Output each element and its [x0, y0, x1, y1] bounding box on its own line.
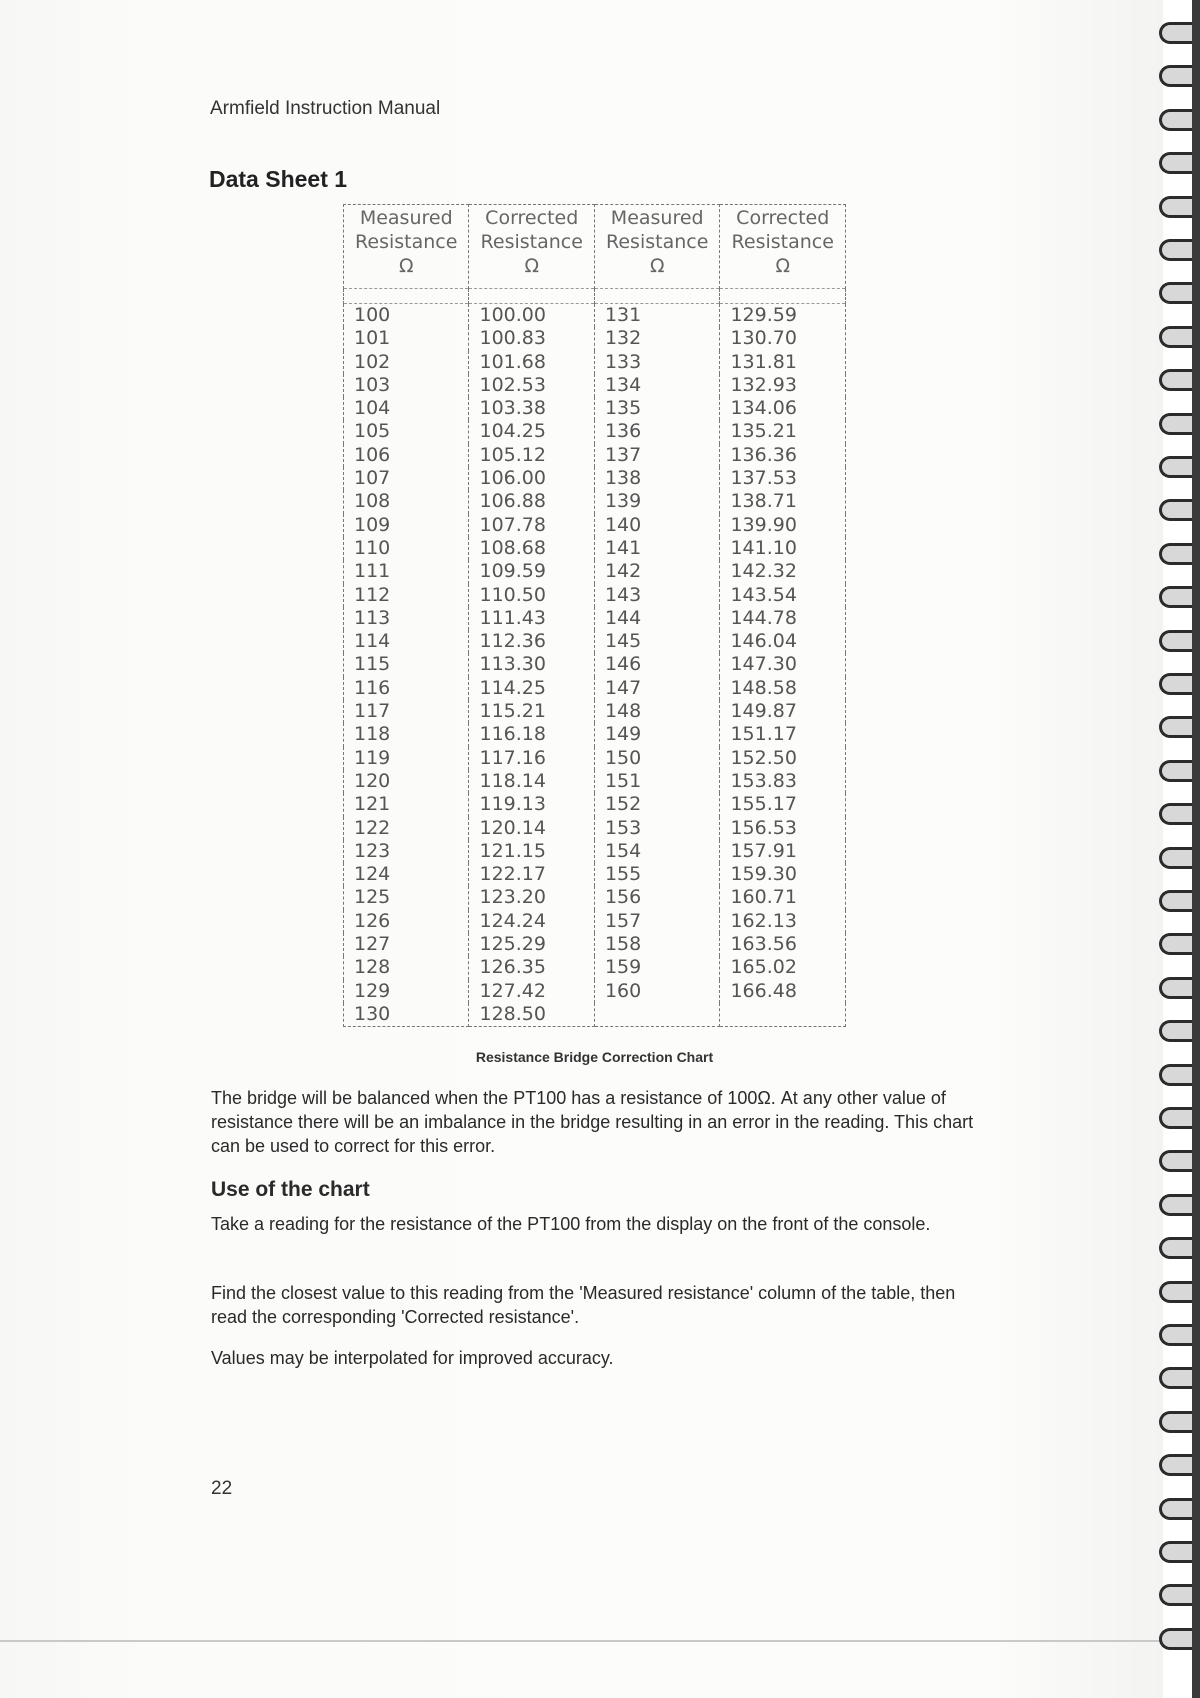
table-cell: 153.83	[720, 770, 846, 793]
table-cell: 156	[594, 886, 719, 909]
table-cell: 126	[344, 910, 469, 933]
table-cell: 137.53	[720, 467, 846, 490]
table-row	[344, 723, 846, 746]
table-cell: 116.18	[469, 723, 594, 746]
table-row	[344, 840, 846, 863]
table-cell: 141	[594, 537, 719, 560]
table-row	[344, 374, 846, 397]
table-row	[344, 397, 846, 420]
table-cell: 130.70	[720, 327, 846, 350]
table-cell: 121.15	[469, 840, 594, 863]
table-cell: 123	[344, 840, 469, 863]
table-cell: 129	[344, 980, 469, 1003]
table-cell: 135	[594, 397, 719, 420]
table-row	[344, 1003, 846, 1027]
table-cell: 125.29	[469, 933, 594, 956]
table-cell: 163.56	[720, 933, 846, 956]
table-cell: 148	[594, 700, 719, 723]
table-row	[344, 490, 846, 513]
table-body	[344, 304, 846, 1027]
table-cell: 153	[594, 817, 719, 840]
table-row	[344, 863, 846, 886]
table-cell: 142.32	[720, 560, 846, 583]
table-cell: 120.14	[469, 817, 594, 840]
table-cell: 148.58	[720, 677, 846, 700]
table-cell: 157.91	[720, 840, 846, 863]
table-cell: 111.43	[469, 607, 594, 630]
header-corrected-resistance-2	[720, 205, 846, 289]
table-cell: 103.38	[469, 397, 594, 420]
table-cell: 105.12	[469, 444, 594, 467]
header-line: Resistance	[606, 231, 709, 253]
running-header: Armfield Instruction Manual	[210, 98, 441, 119]
table-cell: 137	[594, 444, 719, 467]
table-cell: 129.59	[720, 304, 846, 328]
table-cell: 136.36	[720, 444, 846, 467]
header-line: Resistance	[731, 231, 834, 253]
table-row	[344, 420, 846, 443]
table-cell: 112	[344, 584, 469, 607]
table-cell: 162.13	[720, 910, 846, 933]
table-cell: 134	[594, 374, 719, 397]
table-cell: 122.17	[469, 863, 594, 886]
table-cell: 124.24	[469, 910, 594, 933]
table-row	[344, 910, 846, 933]
page-bottom-edge	[0, 1640, 1163, 1642]
table-cell	[720, 1003, 846, 1027]
header-unit: Ω	[398, 255, 414, 277]
table-cell: 132	[594, 327, 719, 350]
table-row	[344, 770, 846, 793]
table-cell: 127.42	[469, 980, 594, 1003]
table-cell: 115	[344, 653, 469, 676]
table-cell: 159	[594, 956, 719, 979]
table-row	[344, 980, 846, 1003]
table-cell: 140	[594, 514, 719, 537]
table-cell: 133	[594, 351, 719, 374]
table-row	[344, 514, 846, 537]
table-cell: 147	[594, 677, 719, 700]
table-cell: 159.30	[720, 863, 846, 886]
table-header-spacer	[344, 289, 846, 304]
table-row	[344, 560, 846, 583]
table-cell: 142	[594, 560, 719, 583]
table-cell: 134.06	[720, 397, 846, 420]
table-cell: 100.83	[469, 327, 594, 350]
table-cell: 143	[594, 584, 719, 607]
table-cell: 165.02	[720, 956, 846, 979]
header-line: Corrected	[485, 207, 579, 229]
table-cell: 150	[594, 747, 719, 770]
table-cell: 160	[594, 980, 719, 1003]
table-row	[344, 956, 846, 979]
table-row	[344, 351, 846, 374]
table-cell: 155	[594, 863, 719, 886]
table-cell: 152	[594, 793, 719, 816]
table-cell: 155.17	[720, 793, 846, 816]
table-row	[344, 677, 846, 700]
table-cell: 120	[344, 770, 469, 793]
header-measured-resistance-1	[344, 205, 469, 289]
table-cell: 143.54	[720, 584, 846, 607]
table-cell: 114	[344, 630, 469, 653]
binding-edge	[1192, 0, 1200, 1698]
intro-paragraph: The bridge will be balanced when the PT100 has a resistance of 100Ω. At any other value of resistance there will be an imbalance in the bridge resulting in an error in the reading. This chart can be used to correct for this error.	[211, 1088, 974, 1156]
table-row	[344, 886, 846, 909]
table-cell: 154	[594, 840, 719, 863]
table-cell: 157	[594, 910, 719, 933]
table-row	[344, 817, 846, 840]
table-cell: 103	[344, 374, 469, 397]
table-cell: 138.71	[720, 490, 846, 513]
table-row	[344, 304, 846, 328]
page-number: 22	[211, 1478, 233, 1499]
table-row	[344, 653, 846, 676]
table-cell: 152.50	[720, 747, 846, 770]
table-cell: 106	[344, 444, 469, 467]
table-cell: 156.53	[720, 817, 846, 840]
header-line: Corrected	[736, 207, 830, 229]
table-row	[344, 467, 846, 490]
table-cell: 109	[344, 514, 469, 537]
table-cell: 115.21	[469, 700, 594, 723]
table-cell: 100	[344, 304, 469, 328]
table-row	[344, 747, 846, 770]
header-line: Resistance	[480, 231, 583, 253]
table-cell: 146	[594, 653, 719, 676]
table-cell: 106.00	[469, 467, 594, 490]
table-cell	[594, 1003, 719, 1027]
table-header-row	[344, 205, 846, 289]
table-cell: 146.04	[720, 630, 846, 653]
table-cell: 123.20	[469, 886, 594, 909]
table-cell: 104.25	[469, 420, 594, 443]
table-cell: 149.87	[720, 700, 846, 723]
table-cell: 144	[594, 607, 719, 630]
table-row	[344, 793, 846, 816]
table-cell: 127	[344, 933, 469, 956]
header-measured-resistance-2	[594, 205, 719, 289]
section-title: Use of the chart	[211, 1178, 370, 1201]
header-line: Measured	[610, 207, 704, 229]
table-cell: 160.71	[720, 886, 846, 909]
header-unit: Ω	[649, 255, 665, 277]
table-cell: 113.30	[469, 653, 594, 676]
table-cell: 122	[344, 817, 469, 840]
table-row	[344, 630, 846, 653]
table-cell: 135.21	[720, 420, 846, 443]
table-caption: Resistance Bridge Correction Chart	[475, 1049, 714, 1065]
header-line: Resistance	[355, 231, 458, 253]
table-cell: 139	[594, 490, 719, 513]
table-cell: 102	[344, 351, 469, 374]
table-cell: 107	[344, 467, 469, 490]
table-cell: 101	[344, 327, 469, 350]
correction-table-container	[343, 204, 846, 1027]
table-cell: 116	[344, 677, 469, 700]
table-cell: 119.13	[469, 793, 594, 816]
table-cell: 128	[344, 956, 469, 979]
table-cell: 118.14	[469, 770, 594, 793]
instruction-paragraph-1: Take a reading for the resistance of the PT100 from the display on the front of the console.	[211, 1214, 931, 1234]
table-cell: 112.36	[469, 630, 594, 653]
instruction-paragraph-2: Find the closest value to this reading from the 'Measured resistance' column of the table, then read the corresponding 'Corrected resistance'.	[211, 1283, 956, 1327]
table-cell: 106.88	[469, 490, 594, 513]
sheet-title: Data Sheet 1	[209, 166, 348, 192]
table-cell: 131.81	[720, 351, 846, 374]
table-row	[344, 607, 846, 630]
table-cell: 128.50	[469, 1003, 594, 1027]
table-cell: 121	[344, 793, 469, 816]
table-row	[344, 700, 846, 723]
instruction-paragraph-3: Values may be interpolated for improved accuracy.	[211, 1348, 614, 1368]
table-cell: 125	[344, 886, 469, 909]
table-cell: 118	[344, 723, 469, 746]
table-cell: 114.25	[469, 677, 594, 700]
table-cell: 145	[594, 630, 719, 653]
correction-table	[343, 204, 846, 1027]
table-cell: 166.48	[720, 980, 846, 1003]
table-row	[344, 444, 846, 467]
header-unit: Ω	[524, 255, 539, 277]
table-cell: 111	[344, 560, 469, 583]
table-cell: 102.53	[469, 374, 594, 397]
table-cell: 147.30	[720, 653, 846, 676]
table-cell: 130	[344, 1003, 469, 1027]
table-cell: 136	[594, 420, 719, 443]
table-cell: 110.50	[469, 584, 594, 607]
table-cell: 144.78	[720, 607, 846, 630]
table-cell: 105	[344, 420, 469, 443]
table-cell: 101.68	[469, 351, 594, 374]
table-cell: 151	[594, 770, 719, 793]
table-cell: 108	[344, 490, 469, 513]
table-cell: 109.59	[469, 560, 594, 583]
table-cell: 100.00	[469, 304, 594, 328]
table-cell: 104	[344, 397, 469, 420]
table-cell: 158	[594, 933, 719, 956]
table-cell: 113	[344, 607, 469, 630]
table-row	[344, 327, 846, 350]
header-corrected-resistance-1	[469, 205, 594, 289]
table-cell: 149	[594, 723, 719, 746]
table-cell: 126.35	[469, 956, 594, 979]
table-cell: 117	[344, 700, 469, 723]
table-row	[344, 584, 846, 607]
table-cell: 131	[594, 304, 719, 328]
header-unit: Ω	[775, 255, 790, 277]
table-cell: 132.93	[720, 374, 846, 397]
table-row	[344, 933, 846, 956]
header-line: Measured	[359, 207, 453, 229]
table-cell: 141.10	[720, 537, 846, 560]
table-cell: 139.90	[720, 514, 846, 537]
table-cell: 151.17	[720, 723, 846, 746]
table-cell: 110	[344, 537, 469, 560]
table-cell: 117.16	[469, 747, 594, 770]
table-cell: 107.78	[469, 514, 594, 537]
table-row	[344, 537, 846, 560]
table-cell: 138	[594, 467, 719, 490]
table-cell: 108.68	[469, 537, 594, 560]
table-cell: 119	[344, 747, 469, 770]
table-cell: 124	[344, 863, 469, 886]
